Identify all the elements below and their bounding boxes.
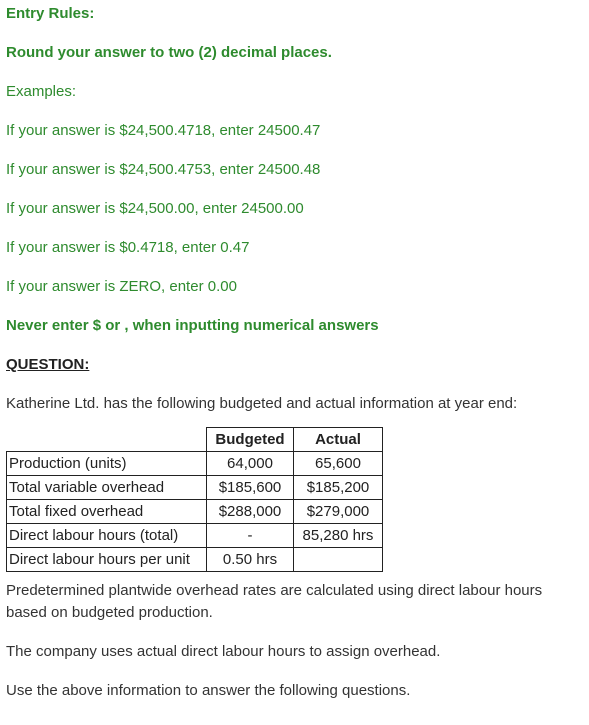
never-rule: Never enter $ or , when inputting numerical answers bbox=[6, 317, 379, 334]
table-header-blank bbox=[7, 428, 207, 452]
example-5: If your answer is ZERO, enter 0.00 bbox=[6, 278, 237, 295]
row-label: Total fixed overhead bbox=[7, 500, 207, 524]
question-intro: Katherine Ltd. has the following budgeted and actual information at year end: bbox=[6, 395, 518, 412]
actual-value: $185,200 bbox=[294, 476, 383, 500]
example-2: If your answer is $24,500.4753, enter 24500.48 bbox=[6, 161, 321, 178]
row-label: Total variable overhead bbox=[7, 476, 207, 500]
budgeted-value: 64,000 bbox=[207, 452, 294, 476]
example-3: If your answer is $24,500.00, enter 24500.00 bbox=[6, 200, 304, 217]
paragraph-use: Use the above information to answer the following questions. bbox=[6, 682, 411, 699]
table-row bbox=[7, 548, 383, 572]
actual-value: 65,600 bbox=[294, 452, 383, 476]
paragraph-assign: The company uses actual direct labour hours to assign overhead. bbox=[6, 643, 441, 660]
actual-value: $279,000 bbox=[294, 500, 383, 524]
table-row bbox=[7, 452, 383, 476]
entry-rules-heading: Entry Rules: bbox=[6, 5, 95, 22]
budget-table bbox=[6, 427, 383, 572]
paragraph-rates: Predetermined plantwide overhead rates are calculated using direct labour hours based on budgeted production. bbox=[6, 582, 543, 621]
example-1: If your answer is $24,500.4718, enter 24500.47 bbox=[6, 122, 321, 139]
actual-value bbox=[294, 548, 383, 572]
budgeted-value: 0.50 hrs bbox=[207, 548, 294, 572]
row-label: Direct labour hours per unit bbox=[7, 548, 207, 572]
question-heading: QUESTION: bbox=[6, 356, 90, 373]
table-row bbox=[7, 524, 383, 548]
table-row bbox=[7, 476, 383, 500]
budgeted-value: - bbox=[207, 524, 294, 548]
budgeted-value: $288,000 bbox=[207, 500, 294, 524]
examples-label: Examples: bbox=[6, 83, 77, 100]
row-label: Direct labour hours (total) bbox=[7, 524, 207, 548]
round-rule: Round your answer to two (2) decimal places. bbox=[6, 44, 332, 61]
budgeted-value: $185,600 bbox=[207, 476, 294, 500]
example-4: If your answer is $0.4718, enter 0.47 bbox=[6, 239, 250, 256]
table-header-budgeted: Budgeted bbox=[207, 428, 294, 452]
actual-value: 85,280 hrs bbox=[294, 524, 383, 548]
table-header-actual: Actual bbox=[294, 428, 383, 452]
row-label: Production (units) bbox=[7, 452, 207, 476]
table-header-row bbox=[7, 428, 383, 452]
table-row bbox=[7, 500, 383, 524]
